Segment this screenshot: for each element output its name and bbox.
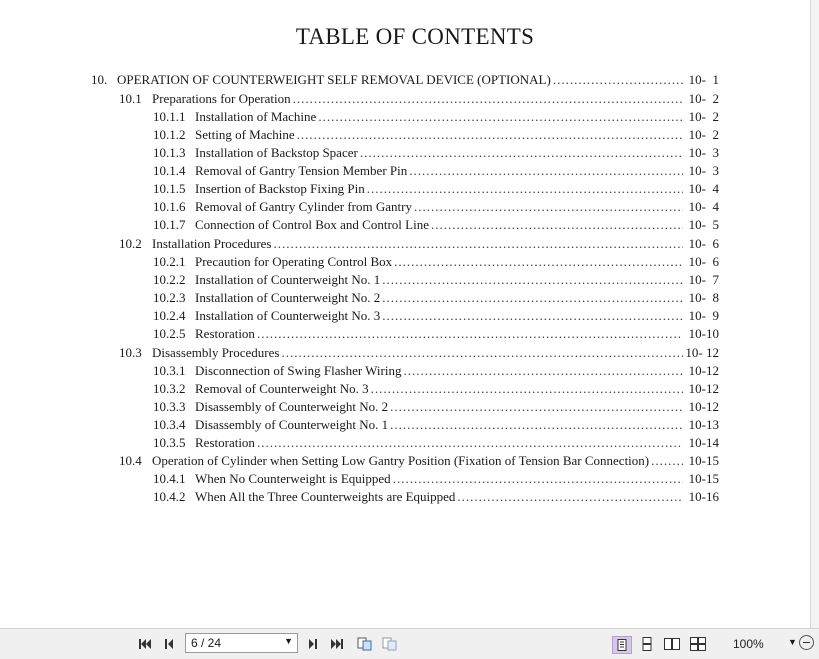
- toc-entry-number: 10.2: [119, 236, 142, 251]
- leader-dots: [274, 236, 684, 252]
- toc-entry[interactable]: [153, 363, 719, 381]
- toc-entry-label: Connection of Control Box and Control Line: [195, 217, 429, 232]
- toc-entry-label: OPERATION OF COUNTERWEIGHT SELF REMOVAL DEVICE (OPTIONAL): [117, 72, 551, 87]
- toc-entry-label: Removal of Counterweight No. 3: [195, 381, 369, 396]
- toc-entry-page: 10- 2: [688, 91, 719, 106]
- toc-entry-number: 10.3.2: [153, 381, 186, 396]
- leader-dots: [293, 91, 683, 107]
- toc-entry-page: 10-12: [688, 399, 719, 414]
- leader-dots: [318, 109, 683, 125]
- go-forward-icon[interactable]: [381, 636, 399, 652]
- leader-dots: [382, 308, 683, 324]
- toc-entry[interactable]: [153, 489, 719, 507]
- toc-entry[interactable]: [153, 181, 719, 199]
- toc-entry[interactable]: [119, 91, 719, 109]
- toc-entry-label: Disconnection of Swing Flasher Wiring: [195, 363, 402, 378]
- leader-dots: [404, 363, 684, 379]
- toc-entry-label: Disassembly of Counterweight No. 2: [195, 399, 389, 414]
- toc-entry-page: 10- 7: [688, 272, 719, 287]
- toc-entry-number: 10.4: [119, 453, 142, 468]
- toc-entry-label: Precaution for Operating Control Box: [195, 254, 393, 269]
- toc-entry-page: 10-14: [688, 435, 719, 450]
- facing-icon[interactable]: [663, 636, 681, 652]
- page-number-input[interactable]: [185, 633, 298, 653]
- toc-entry-label: Disassembly of Counterweight No. 1: [195, 417, 389, 432]
- previous-page-icon[interactable]: [160, 636, 178, 652]
- leader-dots: [390, 417, 683, 433]
- toc-entry-page: 10-12: [688, 381, 719, 396]
- toc-entry[interactable]: [153, 199, 719, 217]
- toc-entry[interactable]: [153, 399, 719, 417]
- go-back-icon[interactable]: [356, 636, 374, 652]
- leader-dots: [297, 127, 683, 143]
- toc-entry-label: Removal of Gantry Tension Member Pin: [195, 163, 408, 178]
- toc-entry-number: 10.3.1: [153, 363, 186, 378]
- viewer-toolbar: [0, 628, 819, 659]
- toc-entry-number: 10.3: [119, 345, 142, 360]
- leader-dots: [257, 435, 683, 451]
- leader-dots: [393, 471, 683, 487]
- toc-entry-label: Restoration: [195, 435, 255, 450]
- vertical-scrollbar[interactable]: [810, 0, 819, 628]
- single-page-icon[interactable]: [612, 636, 632, 654]
- continuous-facing-icon[interactable]: [689, 636, 707, 652]
- page-indicator: 6 / 24: [191, 636, 222, 650]
- leader-dots: [394, 254, 683, 270]
- toc-entry-label: Installation of Counterweight No. 3: [195, 308, 381, 323]
- leader-dots: [382, 272, 683, 288]
- toc-entry[interactable]: [153, 217, 719, 235]
- toc-entry-label: Insertion of Backstop Fixing Pin: [195, 181, 365, 196]
- toc-entry-label: Operation of Cylinder when Setting Low Gantry Position (Fixation of Tension Bar Connection): [152, 453, 650, 468]
- toc-entry-page: 10- 3: [688, 163, 719, 178]
- toc-entry[interactable]: [153, 326, 719, 344]
- toc-entry-page: 10- 6: [688, 254, 719, 269]
- toc-entry-number: 10.4.1: [153, 471, 186, 486]
- toc-entry-number: 10.1.3: [153, 145, 186, 160]
- toc-entry-number: 10.1: [119, 91, 142, 106]
- toc-entry-page: 10-12: [688, 363, 719, 378]
- toc-entry-page: 10-10: [688, 326, 719, 341]
- toc-entry-number: 10.3.5: [153, 435, 186, 450]
- toc-entry[interactable]: [119, 453, 719, 471]
- toc-entry-number: 10.2.1: [153, 254, 186, 269]
- leader-dots: [414, 199, 683, 215]
- toc-entry-page: 10- 2: [688, 109, 719, 124]
- chevron-down-icon[interactable]: ▼: [284, 636, 293, 646]
- toc-entry[interactable]: [153, 308, 719, 326]
- chevron-down-icon[interactable]: ▼: [788, 637, 797, 647]
- toc-entry-label: Installation of Machine: [195, 109, 317, 124]
- toc-entry[interactable]: [153, 381, 719, 399]
- toc-entry-number: 10.2.3: [153, 290, 186, 305]
- toc-entry-number: 10.1.6: [153, 199, 186, 214]
- toc-entry-label: Installation of Counterweight No. 1: [195, 272, 381, 287]
- toc-entry-label: When No Counterweight is Equipped: [195, 471, 391, 486]
- toc-entry-page: 10- 9: [688, 308, 719, 323]
- toc-entry-number: 10.1.5: [153, 181, 186, 196]
- toc-entry[interactable]: [153, 471, 719, 489]
- leader-dots: [371, 381, 683, 397]
- toc-entry[interactable]: [91, 72, 719, 90]
- toc-entry-number: 10.1.4: [153, 163, 186, 178]
- toc-entry[interactable]: [153, 109, 719, 127]
- first-page-icon[interactable]: [136, 636, 154, 652]
- toc-entry-label: When All the Three Counterweights are Equipped: [195, 489, 456, 504]
- toc-entry-number: 10.2.5: [153, 326, 186, 341]
- toc-entry-page: 10- 8: [688, 290, 719, 305]
- leader-dots: [431, 217, 683, 233]
- leader-dots: [553, 72, 683, 88]
- toc-entry-number: 10.1.2: [153, 127, 186, 142]
- toc-entry-number: 10.1.7: [153, 217, 186, 232]
- leader-dots: [257, 326, 683, 342]
- toc-entry-label: Installation of Counterweight No. 2: [195, 290, 381, 305]
- toc-entry[interactable]: [153, 163, 719, 181]
- toc-entry[interactable]: [153, 417, 719, 435]
- toc-entry-label: Installation Procedures: [152, 236, 272, 251]
- toc-entry-page: 10- 2: [688, 127, 719, 142]
- toc-entry-page: 10- 3: [688, 145, 719, 160]
- next-page-icon[interactable]: [304, 636, 322, 652]
- toc-entry[interactable]: [119, 345, 719, 363]
- leader-dots: [651, 453, 683, 469]
- toc-entry-page: 10-15: [688, 471, 719, 486]
- leader-dots: [281, 345, 683, 361]
- toc-entry-page: 10- 12: [685, 345, 719, 360]
- leader-dots: [390, 399, 683, 415]
- toc-entry[interactable]: [153, 254, 719, 272]
- leader-dots: [367, 181, 683, 197]
- toc-entry[interactable]: [153, 127, 719, 145]
- toc-entry-number: 10.2.2: [153, 272, 186, 287]
- toc-entry-label: Removal of Gantry Cylinder from Gantry: [195, 199, 412, 214]
- leader-dots: [382, 290, 683, 306]
- toc-entry-number: 10.3.4: [153, 417, 186, 432]
- toc-entry-page: 10- 1: [688, 72, 719, 87]
- toc-entry-page: 10- 4: [688, 181, 719, 196]
- last-page-icon[interactable]: [328, 636, 346, 652]
- zoom-out-icon[interactable]: [799, 635, 814, 650]
- toc-entry-page: 10- 5: [688, 217, 719, 232]
- toc-entry[interactable]: [153, 290, 719, 308]
- toc-entry-label: Restoration: [195, 326, 255, 341]
- toc-entry-label: Setting of Machine: [195, 127, 295, 142]
- toc-entry-number: 10.4.2: [153, 489, 186, 504]
- toc-entry[interactable]: [153, 435, 719, 453]
- toc-entry[interactable]: [153, 272, 719, 290]
- toc-entry-page: 10- 4: [688, 199, 719, 214]
- toc-entry-page: 10- 6: [688, 236, 719, 251]
- continuous-icon[interactable]: [638, 636, 656, 652]
- leader-dots: [457, 489, 683, 505]
- toc-entry-page: 10-13: [688, 417, 719, 432]
- leader-dots: [409, 163, 683, 179]
- zoom-level[interactable]: 100%: [733, 637, 764, 651]
- page-title: TABLE OF CONTENTS: [295, 24, 535, 49]
- toc-entry[interactable]: [153, 145, 719, 163]
- toc-entry-number: 10.: [91, 72, 108, 87]
- toc-entry-page: 10-16: [688, 489, 719, 504]
- toc-entry-number: 10.1.1: [153, 109, 186, 124]
- toc-entry-number: 10.2.4: [153, 308, 186, 323]
- toc-entry[interactable]: [119, 236, 719, 254]
- leader-dots: [360, 145, 683, 161]
- toc-entry-number: 10.3.3: [153, 399, 186, 414]
- toc-entry-page: 10-15: [688, 453, 719, 468]
- toc-entry-label: Preparations for Operation: [152, 91, 291, 106]
- toc-entry-label: Disassembly Procedures: [152, 345, 280, 360]
- toc-entry-label: Installation of Backstop Spacer: [195, 145, 358, 160]
